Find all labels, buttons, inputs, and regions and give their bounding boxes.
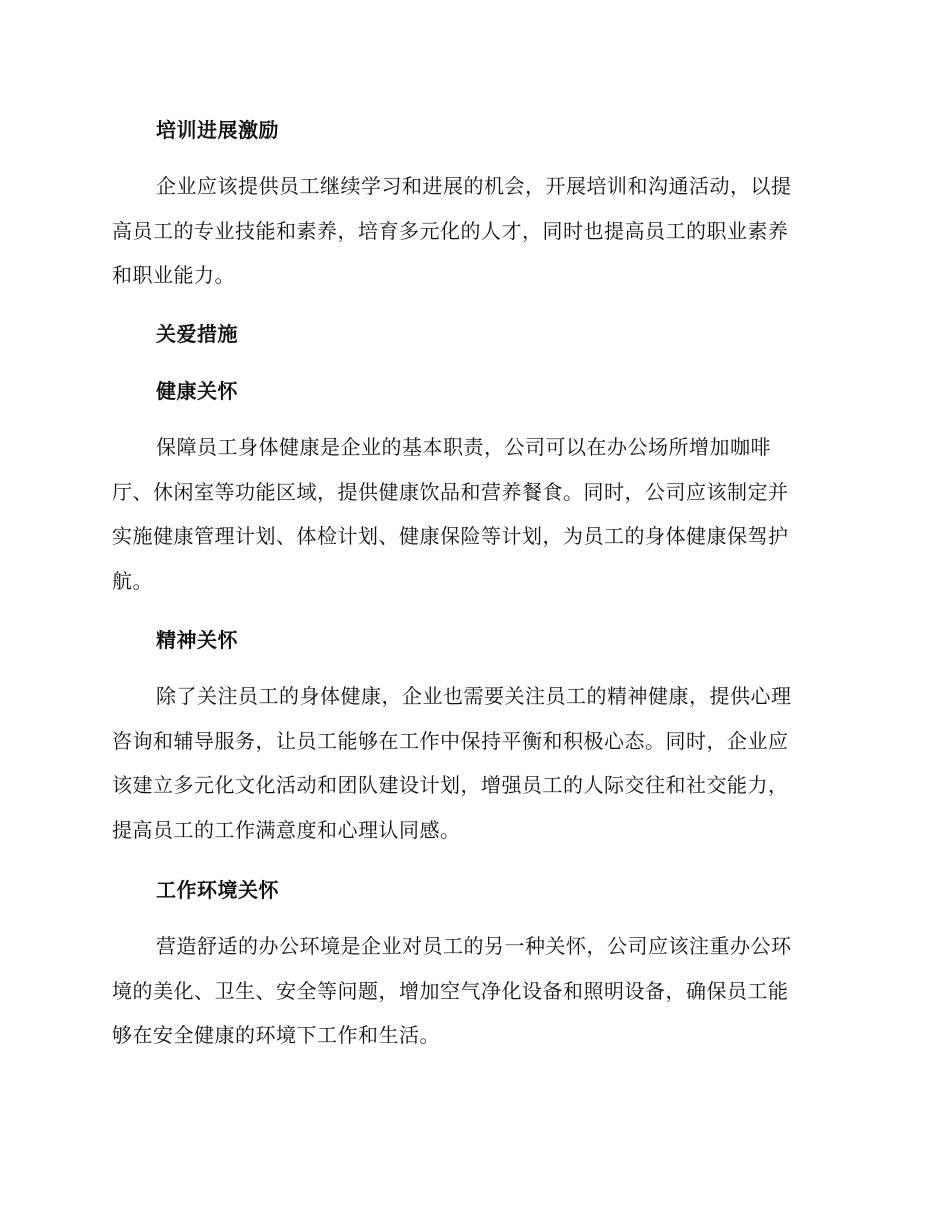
paragraph-line: 实施健康管理计划、体检计划、健康保险等计划，为员工的身体健康保驾护 xyxy=(112,524,789,548)
paragraph-line: 营造舒适的办公环境是企业对员工的另一种关怀，公司应该注重办公环 xyxy=(156,934,792,958)
paragraph-line: 企业应该提供员工继续学习和进展的机会，开展培训和沟通活动，以提 xyxy=(156,174,792,198)
paragraph-line: 航。 xyxy=(112,568,153,593)
paragraph-line: 咨询和辅导服务，让员工能够在工作中保持平衡和积极心态。同时，企业应 xyxy=(112,728,789,753)
paragraph-mental-care xyxy=(112,674,852,852)
section-heading-care-measures: 关爱措施 xyxy=(156,322,238,346)
paragraph-line: 除了关注员工的身体健康，企业也需要关注员工的精神健康，提供心理 xyxy=(156,684,792,708)
paragraph-line: 该建立多元化文化活动和团队建设计划，增强员工的人际交往和社交能力， xyxy=(112,773,789,797)
paragraph-line: 够在安全健康的环境下工作和生活。 xyxy=(112,1023,440,1047)
section-heading-health-care: 健康关怀 xyxy=(156,379,238,403)
section-heading-work-environment: 工作环境关怀 xyxy=(156,878,279,902)
section-heading-training: 培训进展激励 xyxy=(156,118,279,142)
paragraph-line: 境的美化、卫生、安全等问题，增加空气净化设备和照明设备，确保员工能 xyxy=(112,978,789,1003)
paragraph-line: 保障员工身体健康是企业的基本职责，公司可以在办公场所增加咖啡 xyxy=(156,435,771,459)
section-heading-mental-care: 精神关怀 xyxy=(156,628,238,652)
paragraph-line: 和职业能力。 xyxy=(112,263,235,287)
paragraph-line: 高员工的专业技能和素养，培育多元化的人才，同时也提高员工的职业素养 xyxy=(112,218,789,243)
paragraph-training xyxy=(112,164,852,298)
paragraph-line: 提高员工的工作满意度和心理认同感。 xyxy=(112,817,461,842)
paragraph-health-care xyxy=(112,425,852,603)
paragraph-line: 厅、休闲室等功能区域，提供健康饮品和营养餐食。同时，公司应该制定并 xyxy=(112,479,789,504)
paragraph-work-environment xyxy=(112,924,852,1058)
